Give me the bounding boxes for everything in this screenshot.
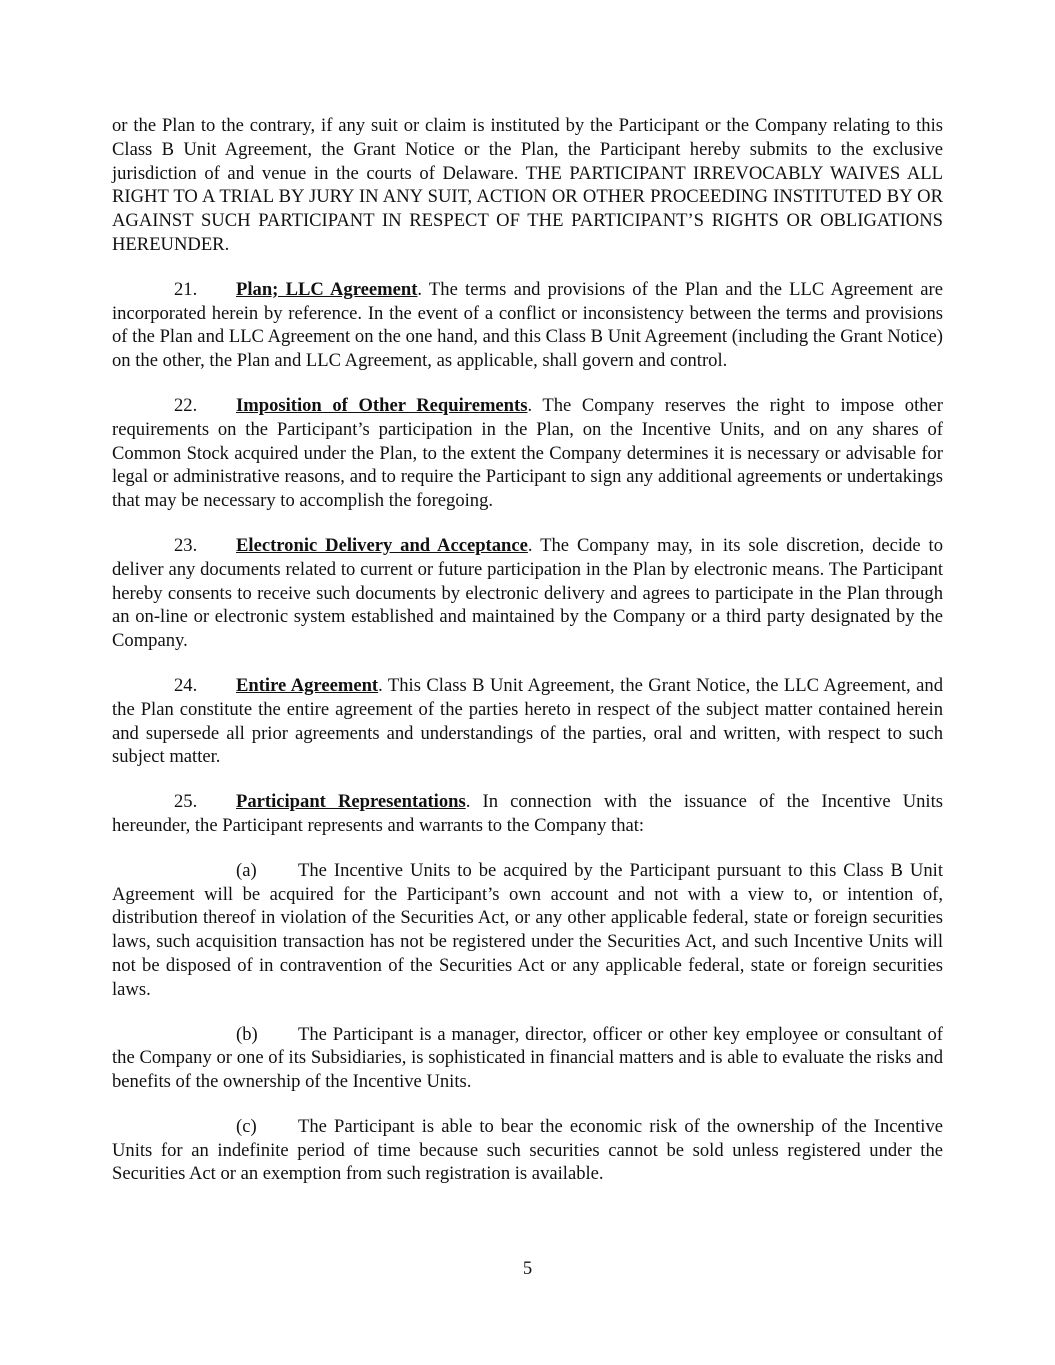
section-25 bbox=[112, 790, 943, 838]
subsection-label: (a) bbox=[236, 859, 257, 881]
section-number: 21. bbox=[174, 278, 198, 300]
section-number: 24. bbox=[174, 674, 198, 696]
section-number: 23. bbox=[174, 534, 198, 556]
subsection-text: The Incentive Units to be acquired by the Participant pursuant to this Class B Unit Agreement will be acquired for the Participant’s own account and not with a view to, or intention of, distribution thereof in violation of the Securities Act, or any other applicable federal, state or foreign securities laws, such acquisition transaction has not be registered under the Securities Act, and such Incentive Units will not be disposed of in contravention of the Securities Act or any applicable federal, state or foreign securities laws. bbox=[112, 859, 943, 1000]
section-heading: Imposition of Other Requirements bbox=[236, 394, 528, 416]
section-heading: Plan; LLC Agreement bbox=[236, 278, 418, 300]
section-heading: Participant Representations bbox=[236, 791, 466, 813]
section-number: 25. bbox=[174, 791, 198, 813]
section-21 bbox=[112, 278, 943, 373]
section-number: 22. bbox=[174, 394, 198, 416]
subsection-b bbox=[112, 1023, 943, 1094]
subsection-c bbox=[112, 1115, 943, 1186]
subsection-a bbox=[112, 859, 943, 1002]
section-text: . The terms and provisions of the Plan and the LLC Agreement are incorporated herein by reference. In the event of a conflict or inconsistency between the terms and provisions of the Plan and LLC Agreement on the one hand, and this Class B Unit Agreement (including the Grant Notice) on the other, the Plan and LLC Agreement, as applicable, shall govern and control. bbox=[112, 278, 943, 372]
section-text: . The Company reserves the right to impose other requirements on the Participant’s participation in the Plan, on the Incentive Units, and on any shares of Common Stock acquired under the Plan, to the extent the Company determines it is necessary or advisable for legal or administrative reasons, and to require the Participant to sign any additional agreements or undertakings that may be necessary to accomplish the foregoing. bbox=[112, 394, 943, 512]
subsection-text: The Participant is a manager, director, officer or other key employee or consultant of the Company or one of its Subsidiaries, is sophisticated in financial matters and is able to evaluate the risks and benefits of the ownership of the Incentive Units. bbox=[112, 1023, 943, 1093]
section-text: . In connection with the issuance of the Incentive Units hereunder, the Participant represents and warrants to the Company that: bbox=[112, 791, 944, 836]
section-heading: Electronic Delivery and Acceptance bbox=[236, 534, 528, 556]
intro-paragraph: or the Plan to the contrary, if any suit or claim is instituted by the Participant or the Company relating to this Class B Unit Agreement, the Grant Notice or the Plan, the Participant hereby submits to the exclusive jurisdiction of and venue in the courts of Delaware. THE PARTICIPANT IRREVOCABLY WAIVES ALL RIGHT TO A TRIAL BY JURY IN ANY SUIT, ACTION OR OTHER PROCEEDING INSTITUTED BY OR AGAINST SUCH PARTICIPANT IN RESPECT OF THE PARTICIPANT’S RIGHTS OR OBLIGATIONS HEREUNDER. bbox=[112, 115, 943, 255]
section-23 bbox=[112, 534, 943, 653]
subsection-text: The Participant is able to bear the economic risk of the ownership of the Incentive Units for an indefinite period of time because such securities cannot be sold unless registered under the Securities Act or an exemption from such registration is available. bbox=[112, 1115, 943, 1185]
document-page bbox=[112, 114, 943, 1207]
section-24 bbox=[112, 674, 943, 769]
page-number: 5 bbox=[522, 1258, 533, 1279]
subsection-label: (b) bbox=[236, 1023, 258, 1045]
section-text: . This Class B Unit Agreement, the Grant Notice, the LLC Agreement, and the Plan constitute the entire agreement of the parties hereto in respect of the subject matter contained herein and supersede all prior agreements and understandings of the parties, oral and written, with respect to such subject matter. bbox=[112, 674, 943, 768]
section-22 bbox=[112, 394, 943, 513]
section-heading: Entire Agreement bbox=[236, 674, 379, 696]
subsection-label: (c) bbox=[236, 1115, 257, 1137]
section-text: . The Company may, in its sole discretion, decide to deliver any documents related to current or future participation in the Plan by electronic means. The Participant hereby consents to receive such documents by electronic delivery and agrees to participate in the Plan through an on-line or electronic system established and maintained by the Company or a third party designated by the Company. bbox=[112, 534, 943, 652]
